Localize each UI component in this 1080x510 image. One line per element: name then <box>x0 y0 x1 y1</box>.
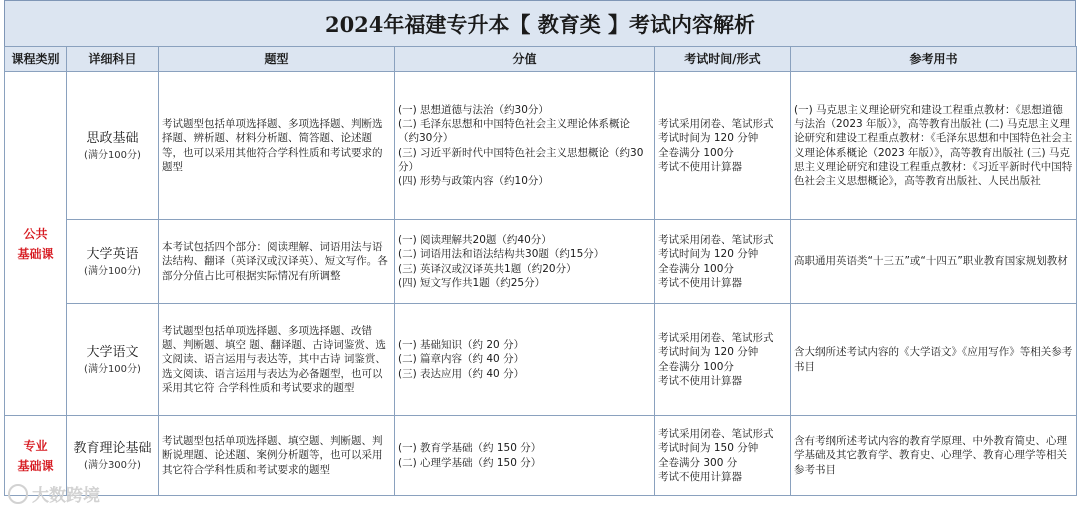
exam-line: 考试采用闭卷、笔试形式 <box>658 332 774 345</box>
points-line: (三) 习近平新时代中国特色社会主义思想概论（约30分） <box>398 146 644 173</box>
points-line: (三) 表达应用（约 40 分） <box>398 367 525 380</box>
subject-score: (满分300分) <box>84 459 141 471</box>
points-line: (一) 思想道德与法治（约30分） <box>398 103 549 116</box>
header-subject: 详细科目 <box>67 47 159 72</box>
books-cell: 高职通用英语类“十三五”或“十四五”职业教育国家规划教材 <box>791 220 1077 304</box>
question-types-cell: 考试题型包括单项选择题、多项选择题、判断选择题、辨析题、材料分析题、简答题、论述题等，也可以采用其他符合学科性质和考试要求的题型 <box>159 72 395 220</box>
subject-name: 思政基础 <box>86 130 139 146</box>
exam-line: 全卷满分 100分 <box>658 146 734 159</box>
header-points: 分值 <box>395 47 655 72</box>
question-types-cell: 考试题型包括单项选择题、多项选择题、改错题、判断题、填空 题、翻译题、古诗词鉴赏、选文阅读、语言运用与表达等，其中古诗 词鉴赏、选文阅读、语言运用与表达为必备题型，也可以采用其它符 合学科性质和考试要求的题型 <box>159 304 395 416</box>
category-label: 基础课 <box>17 246 54 261</box>
subject-name: 大学语文 <box>86 344 139 360</box>
table-row <box>5 304 1077 416</box>
subject-cell <box>67 304 159 416</box>
subject-name: 教育理论基础 <box>73 440 152 456</box>
books-cell: 含大纲所述考试内容的《大学语文》《应用写作》等相关参考书目 <box>791 304 1077 416</box>
points-line: (四) 形势与政策内容（约10分） <box>398 174 549 187</box>
subject-cell <box>67 220 159 304</box>
category-label: 公共 <box>23 226 48 241</box>
points-cell <box>395 304 655 416</box>
header-category: 课程类别 <box>5 47 67 72</box>
exam-line: 全卷满分 100分 <box>658 262 734 275</box>
page-title: 2024年福建专升本【 教育类 】考试内容解析 <box>4 0 1076 46</box>
exam-line: 考试不使用计算器 <box>658 470 742 483</box>
books-cell: 含有考纲所述考试内容的教育学原理、中外教育简史、心理学基础及其它教育学、教育史、心理学、教育心理学等相关参考书目 <box>791 416 1077 496</box>
exam-format-cell <box>655 72 791 220</box>
category-cell-public <box>5 72 67 416</box>
exam-format-cell <box>655 416 791 496</box>
exam-line: 考试不使用计算器 <box>658 276 742 289</box>
table-row <box>5 416 1077 496</box>
table-row <box>5 220 1077 304</box>
header-exam-format: 考试时间/形式 <box>655 47 791 72</box>
header-row <box>5 47 1077 72</box>
exam-line: 考试时间为 120 分钟 <box>658 132 759 145</box>
points-line: (四) 短文写作共1题（约25分） <box>398 276 546 289</box>
header-question-types: 题型 <box>159 47 395 72</box>
subject-score: (满分100分) <box>84 363 141 375</box>
exam-line: 考试采用闭卷、笔试形式 <box>658 428 774 441</box>
category-label: 基础课 <box>17 458 54 473</box>
points-line: (二) 毛泽东思想和中国特色社会主义理论体系概论（约30分） <box>398 118 631 145</box>
subject-cell <box>67 72 159 220</box>
exam-line: 考试采用闭卷、笔试形式 <box>658 118 774 131</box>
table-row <box>5 72 1077 220</box>
question-types-cell: 考试题型包括单项选择题、填空题、判断题、判断说理题、论述题、案例分析题等，也可以采用其它符合学科性质和考试要求的题型 <box>159 416 395 496</box>
points-line: (一) 阅读理解共20题（约40分） <box>398 234 552 247</box>
points-line: (三) 英译汉或汉译英共1题（约20分） <box>398 262 577 275</box>
question-types-cell: 本考试包括四个部分：阅读理解、词语用法与语法结构、翻译（英译汉或汉译英）、短文写作。各部分分值占比可根据实际情况有所调整 <box>159 220 395 304</box>
points-line: (二) 词语用法和语法结构共30题（约15分） <box>398 248 605 261</box>
exam-format-cell <box>655 220 791 304</box>
exam-table <box>4 46 1077 496</box>
watermark-text: 大数跨境 <box>32 486 100 506</box>
exam-line: 考试不使用计算器 <box>658 374 742 387</box>
subject-score: (满分100分) <box>84 265 141 277</box>
points-line: (二) 篇章内容（约 40 分） <box>398 353 525 366</box>
subject-score: (满分100分) <box>84 149 141 161</box>
exam-line: 全卷满分 300 分 <box>658 456 738 469</box>
exam-line: 考试采用闭卷、笔试形式 <box>658 234 774 247</box>
header-books: 参考用书 <box>791 47 1077 72</box>
points-cell <box>395 416 655 496</box>
exam-line: 考试不使用计算器 <box>658 160 742 173</box>
category-label: 专业 <box>23 438 48 453</box>
exam-line: 考试时间为 120 分钟 <box>658 248 759 261</box>
points-cell <box>395 72 655 220</box>
points-line: (一) 教育学基础（约 150 分） <box>398 442 542 455</box>
watermark <box>8 481 100 506</box>
brand-logo-icon <box>8 484 28 504</box>
exam-line: 考试时间为 120 分钟 <box>658 346 759 359</box>
points-line: (二) 心理学基础（约 150 分） <box>398 456 542 469</box>
exam-format-cell <box>655 304 791 416</box>
subject-name: 大学英语 <box>86 246 139 262</box>
exam-line: 全卷满分 100分 <box>658 360 734 373</box>
points-cell <box>395 220 655 304</box>
exam-line: 考试时间为 150 分钟 <box>658 442 759 455</box>
books-cell: (一) 马克思主义理论研究和建设工程重点教材：《思想道德与法治（2023 年版）》，高等教育出版社 (二) 马克思主义理论研究和建设工程重点教材：《毛泽东思想和中国特色社会主义理论体系概论（2023 年版）》，高等教育出版社 (三) 马克思主义理论研究和建设工程重点教材：《习近平新时代中国特色社会主义思想概论》，高等教育出版社、人民出版社 <box>791 72 1077 220</box>
points-line: (一) 基础知识（约 20 分） <box>398 339 525 352</box>
